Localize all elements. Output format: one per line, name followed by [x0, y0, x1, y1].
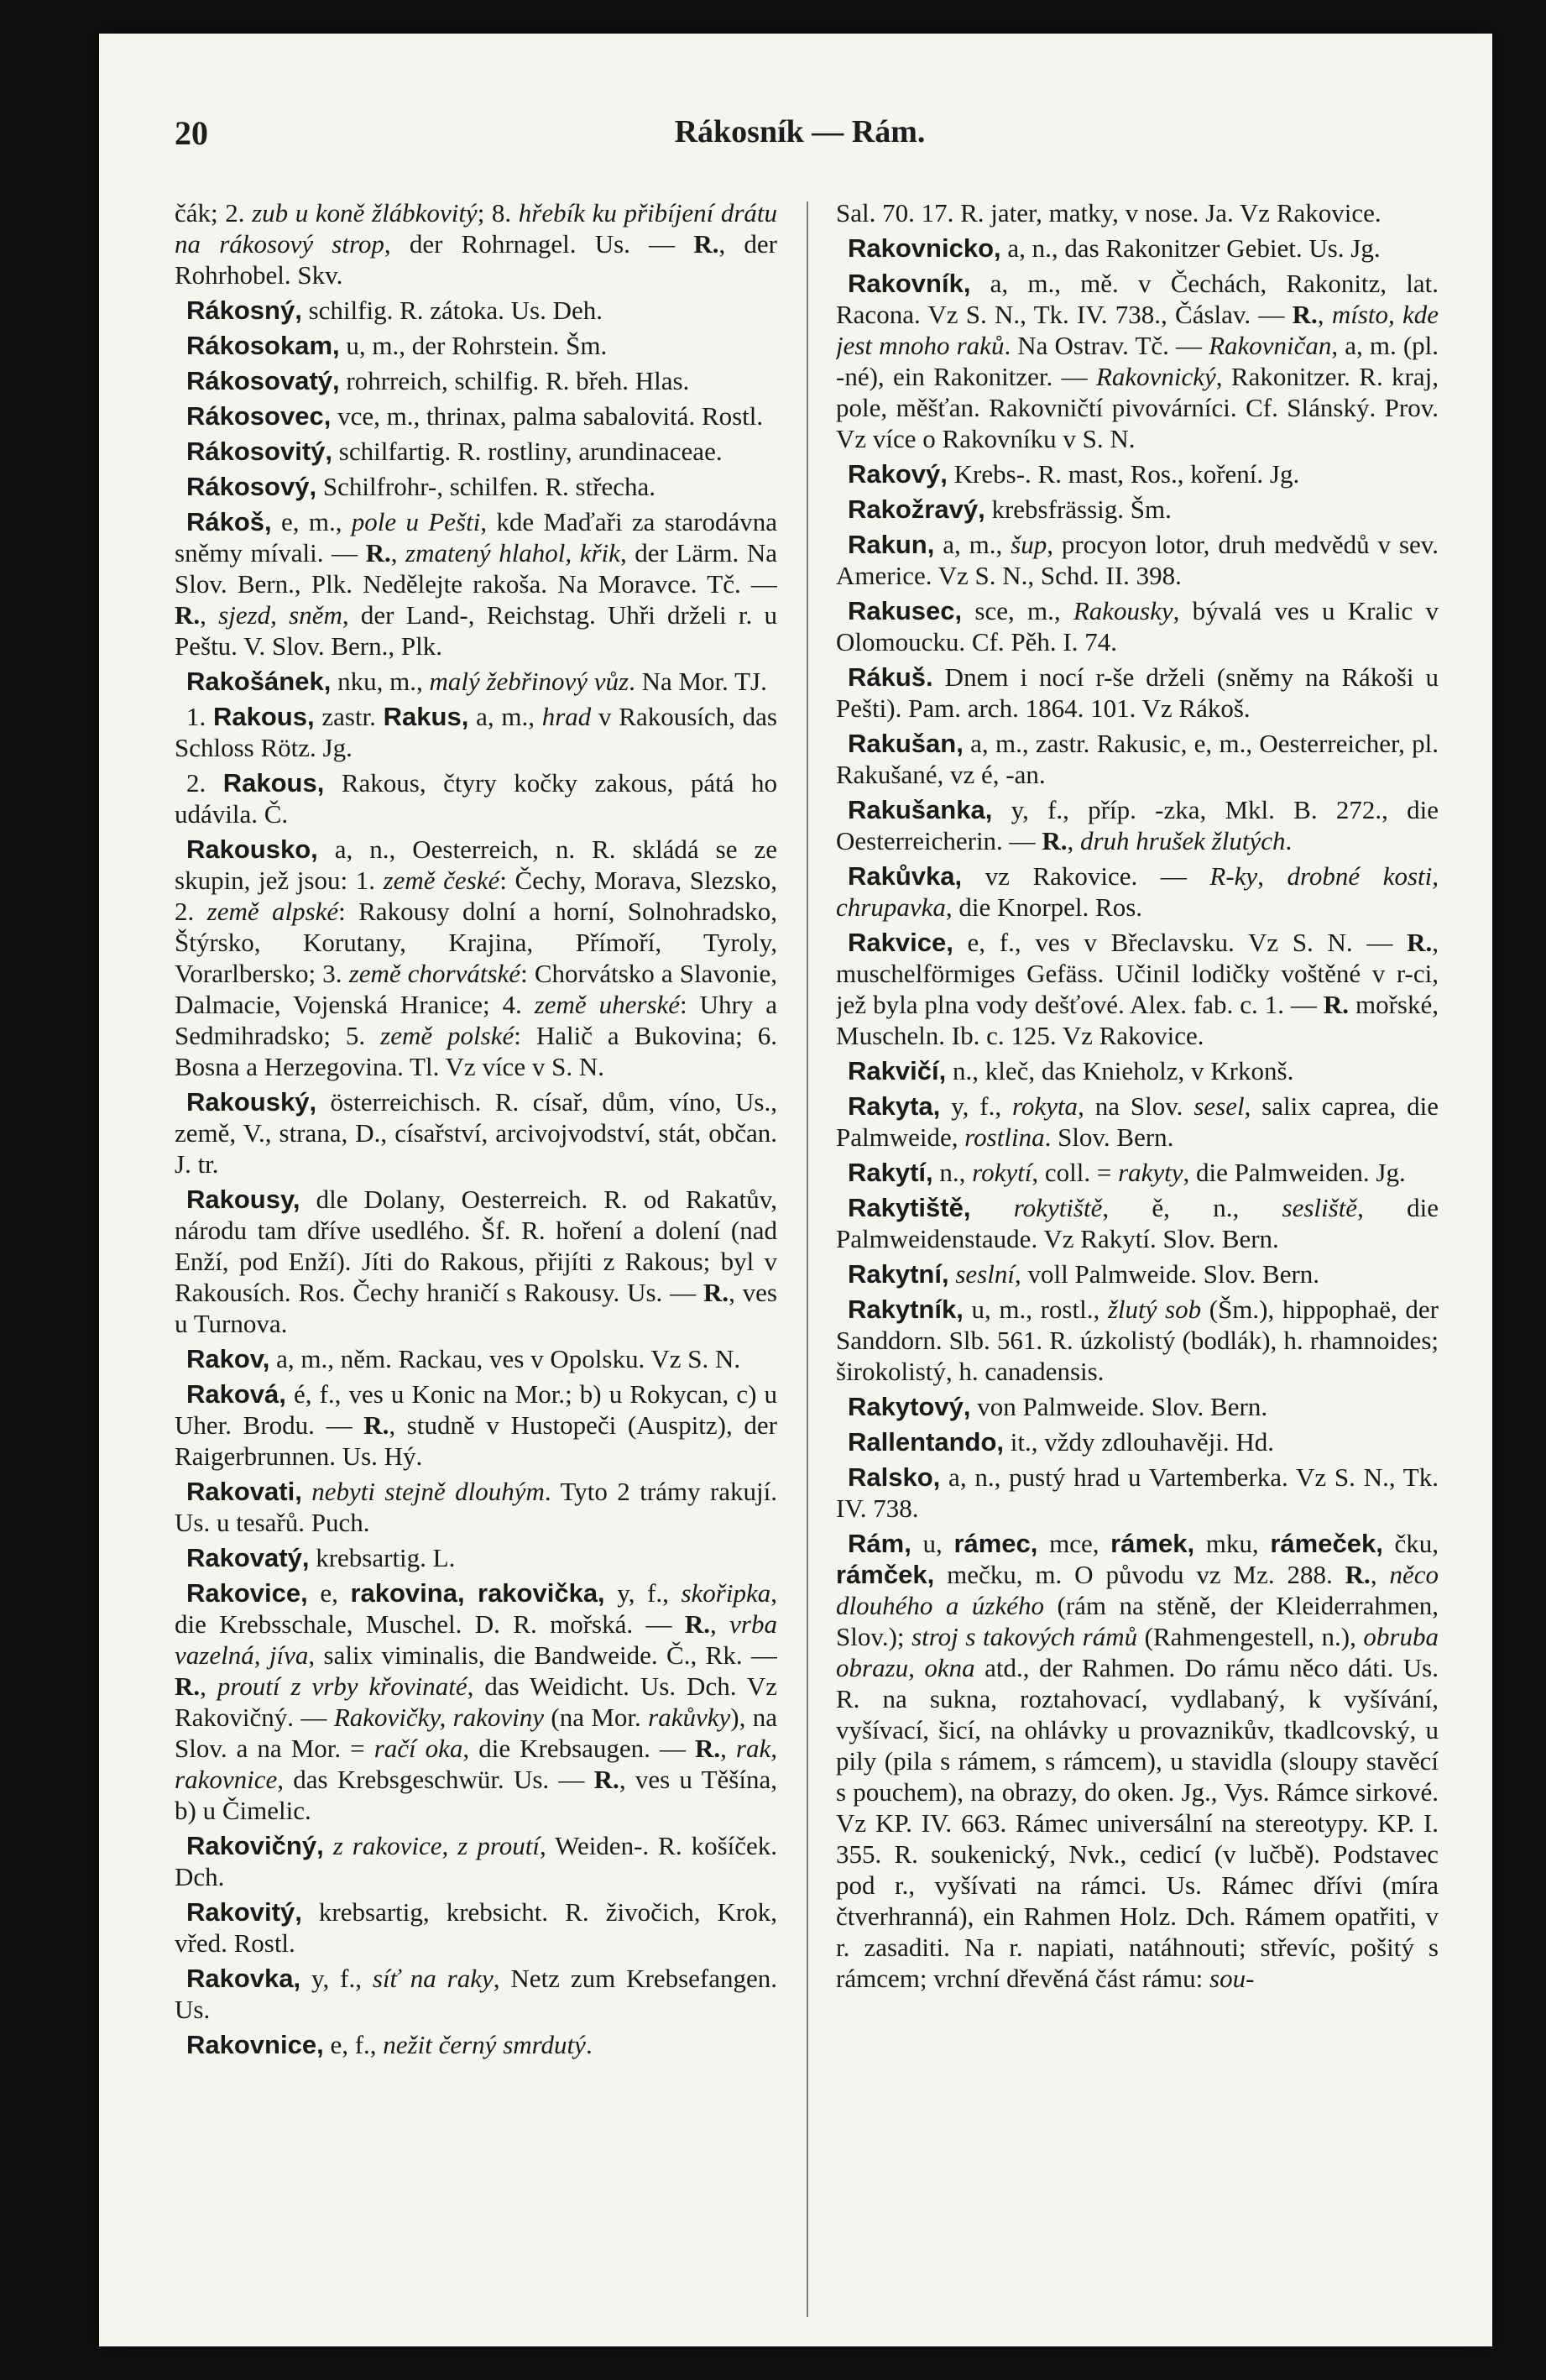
dictionary-entry: [836, 494, 1439, 525]
entry-text: . Slov. Bern.: [1044, 1122, 1174, 1152]
entry-text: e,: [307, 1578, 351, 1608]
entry-text: R.: [1345, 1560, 1371, 1589]
entry-text: 1.: [186, 702, 213, 731]
headword: Rákoš,: [186, 507, 272, 536]
headword: rakovina, rakovička,: [350, 1578, 605, 1608]
entry-text: R.: [1292, 300, 1318, 329]
dictionary-entry: [175, 1830, 777, 1892]
italic-text: něco dlouhého a úzkého: [836, 1560, 1439, 1620]
column-divider: [807, 201, 808, 2317]
entry-text: R.: [593, 1765, 619, 1794]
entry-text: krebsartig. L.: [309, 1543, 456, 1572]
headword: Rakytový,: [848, 1392, 971, 1421]
headword: Rakovati,: [186, 1477, 302, 1506]
entry-text: [970, 1193, 1013, 1222]
entry-text: y, f.,: [300, 1964, 373, 1993]
page-header: [175, 113, 1425, 164]
dictionary-entry: [836, 1426, 1439, 1457]
headword: Rakytiště,: [848, 1193, 971, 1222]
entry-text: a, n., Oesterreich, n. R. skládá se ze skupin, jež jsou: 1.: [175, 834, 777, 895]
entry-text: R.: [175, 1671, 201, 1701]
entry-text: (rám na stěně, der Kleiderrahmen, Slov.);: [836, 1591, 1439, 1651]
headword: Rakovitý,: [186, 1897, 302, 1927]
dictionary-entry: [836, 458, 1439, 489]
dictionary-entry: [836, 1192, 1439, 1254]
entry-text: [302, 1477, 311, 1506]
entry-text: , studně v Hustopeči (Auspitz), der Raigerbrunnen. Us. Hý.: [175, 1410, 777, 1471]
headword: Rakovka,: [186, 1964, 301, 1993]
headword: Rakytí,: [848, 1158, 933, 1187]
entry-text: R.: [1042, 826, 1068, 855]
entry-text: R.: [363, 1410, 389, 1440]
entry-text: y, f.,: [604, 1578, 682, 1608]
entry-text: u,: [911, 1529, 954, 1558]
entry-text: R.: [365, 538, 391, 568]
entry-text: n., kleč, das Knieholz, v Krkonš.: [946, 1056, 1294, 1085]
italic-text: Rakousky: [1073, 596, 1173, 625]
dictionary-entry: [175, 1896, 777, 1959]
dictionary-entry: [836, 1294, 1439, 1387]
entry-text: ,: [1370, 1560, 1390, 1589]
entry-text: é, f., ves u Konic na Mor.; b) u Rokycan, c) u Uher. Brodu. —: [175, 1379, 777, 1440]
entry-text: ,: [710, 1609, 730, 1639]
italic-text: sou-: [1209, 1964, 1255, 1993]
entry-text: y, f., příp. -zka, Mkl. B. 272., die Oesterreicherin. —: [836, 795, 1439, 855]
entry-text: Dnem i nocí r-še drželi (sněmy na Rákoši u Pešti). Pam. arch. 1864. 101. Vz Rákoš.: [836, 662, 1439, 723]
entry-text: vce, m., thrinax, palma sabalovitá. Rostl.: [331, 401, 764, 431]
entry-text: , der Rohrnagel. Us. —: [384, 229, 694, 259]
headword: Rákosovitý,: [186, 437, 333, 466]
italic-text: rakůvky: [648, 1703, 731, 1732]
headword: Rakovník,: [848, 269, 971, 298]
entry-text: . Tyto 2 trámy rakují. Us. u tesařů. Puch.: [175, 1477, 777, 1537]
dictionary-entry: [836, 860, 1439, 923]
entry-text: , Netz zum Krebsefangen. Us.: [175, 1964, 777, 2024]
entry-text: u, m., der Rohrstein. Šm.: [339, 331, 608, 360]
headword: Rákosný,: [186, 296, 302, 325]
entry-text: , ves u Těšína, b) u Čimelic.: [175, 1765, 777, 1825]
dictionary-entry: [836, 1091, 1439, 1153]
entry-text: krebsartig, krebsicht. R. živočich, Krok, vřed. Rostl.: [175, 1897, 777, 1958]
entry-text: .: [1285, 826, 1293, 855]
entry-text: , ves u Turnova.: [175, 1278, 777, 1338]
italic-text: hřebík ku přibíjení drátu na rákosový strop: [175, 201, 777, 259]
entry-text: e, m.,: [271, 507, 352, 536]
entry-text: a, m., zastr. Rakusic, e, m., Oesterreicher, pl. Rakušané, vz é, -an.: [836, 729, 1439, 789]
entry-text: R.: [684, 1609, 711, 1639]
dictionary-entry: [175, 767, 777, 829]
dictionary-entry: [836, 1258, 1439, 1289]
entry-text: österreichisch. R. císař, dům, víno, Us., země, V., strana, D., císařství, arcivojvodství, stát, občan. J. tr.: [175, 1087, 777, 1179]
italic-text: zub u koně žlábkovitý: [252, 201, 478, 228]
entry-text: a, m.,: [934, 530, 1011, 559]
dictionary-entry: [836, 1157, 1439, 1188]
entry-text: it., vždy zdlouhavěji. Hd.: [1004, 1427, 1275, 1457]
dictionary-entry: [836, 1391, 1439, 1422]
italic-text: nežit černý smrdutý: [383, 2030, 586, 2059]
italic-text: obruba obrazu, okna: [836, 1622, 1439, 1682]
headword: Rám,: [848, 1529, 911, 1558]
right-column: [836, 201, 1439, 2317]
entry-text: mečku, m. O původu vz Mz. 288.: [934, 1560, 1345, 1589]
dictionary-entry: [175, 1963, 777, 2025]
headword: Rakovatý,: [186, 1543, 310, 1572]
entry-text: mořské, Muscheln. Ib. c. 125. Vz Rakovice.: [836, 990, 1439, 1050]
dictionary-page: [99, 34, 1492, 2346]
italic-text: země české: [383, 866, 500, 895]
dictionary-entry: [836, 1528, 1439, 1994]
entry-text: . Na Mor. TJ.: [629, 667, 767, 696]
entry-text: krebsfrässig. Šm.: [985, 494, 1172, 524]
entry-text: schilfartig. R. rostliny, arundinaceae.: [332, 437, 723, 466]
headword: Rakytní,: [848, 1259, 949, 1289]
entry-text: čák; 2.: [175, 201, 253, 228]
entry-text: sce, m.,: [962, 596, 1073, 625]
entry-text: y, f.,: [940, 1091, 1013, 1121]
entry-text: , der Lärm. Na Slov. Bern., Plk. Nedělejte rakoša. Na Moravce. Tč. —: [175, 538, 777, 599]
dictionary-entry: [175, 201, 777, 290]
dictionary-entry: [175, 436, 777, 467]
dictionary-entry: [175, 506, 777, 662]
entry-text: , salix viminalis, die Bandweide. Č., Rk. —: [308, 1640, 777, 1670]
entry-text: n.,: [932, 1158, 973, 1187]
entry-text: : Halič a Bukovina; 6. Bosna a Herzegovina. Tl. Vz více v S. N.: [175, 1021, 777, 1081]
dictionary-entry: [175, 1086, 777, 1180]
entry-text: e, f.,: [323, 2030, 384, 2059]
dictionary-entry: [836, 927, 1439, 1051]
italic-text: místo, kde jest mnoho raků: [836, 300, 1439, 360]
entry-text: . Na Ostrav. Tč. —: [1004, 331, 1209, 360]
italic-text: Rakovičky, rakoviny: [333, 1703, 545, 1732]
dictionary-entry: [836, 201, 1439, 228]
italic-text: sjezd, sněm: [218, 600, 342, 630]
entry-text: ,: [390, 538, 406, 568]
entry-text: , die Palmweidenstaude. Vz Rakytí. Slov. Bern.: [836, 1193, 1439, 1253]
entry-text: R.: [693, 229, 719, 259]
entry-text: , die Knorpel. Ros.: [945, 892, 1143, 922]
entry-text: a, n., pustý hrad u Vartemberka. Vz S. N., Tk. IV. 738.: [836, 1462, 1439, 1523]
entry-text: , salix caprea, die Palmweide,: [836, 1091, 1439, 1152]
italic-text: sesel: [1193, 1091, 1245, 1121]
entry-text: ,: [1317, 300, 1332, 329]
entry-text: [324, 1831, 333, 1860]
italic-text: seslní: [955, 1259, 1015, 1289]
entry-text: : Rakousy dolní a horní, Solnohradsko, Štýrsko, Korutany, Krajina, Přímoří, Tyroly, Vorarlbersko; 3.: [175, 897, 777, 988]
entry-text: Rakous, čtyry kočky zakous, pátá ho udávila. Č.: [175, 768, 777, 829]
entry-text: R.: [1407, 928, 1433, 957]
italic-text: země polské: [380, 1021, 514, 1050]
entry-text: ,: [1257, 861, 1287, 891]
dictionary-entry: [175, 834, 777, 1082]
headword: Rakus,: [383, 702, 469, 731]
entry-text: ; 8.: [477, 201, 519, 228]
italic-text: skořipka: [681, 1578, 771, 1608]
entry-text: , der Rohrhobel. Skv.: [175, 229, 777, 290]
headword: Rakous,: [222, 768, 325, 798]
headword: Rakový,: [848, 459, 948, 489]
dictionary-entry: [175, 2029, 777, 2060]
italic-text: druh hrušek žlutých: [1079, 826, 1286, 855]
italic-text: Rakovnický: [1095, 362, 1216, 391]
dictionary-entry: [836, 268, 1439, 454]
headword: Rákosokam,: [186, 331, 340, 360]
entry-text: , ě, n.,: [1102, 1193, 1282, 1222]
entry-text: , kde Maďaři za starodávna sněmy mívali. —: [175, 507, 777, 568]
headword: Rakvice,: [848, 928, 953, 957]
italic-text: šup: [1011, 530, 1047, 559]
italic-text: země uherské: [534, 990, 681, 1019]
entry-text: R.: [702, 1278, 729, 1307]
italic-text: síť na raky: [372, 1964, 494, 1993]
entry-text: von Palmweide. Slov. Bern.: [970, 1392, 1268, 1421]
italic-text: vrba vazelná, jíva: [175, 1609, 777, 1670]
italic-text: žlutý sob: [1107, 1295, 1202, 1324]
headword: Rakun,: [848, 530, 935, 559]
entry-text: , die Krebsschale, Muschel. D. R. mořská. —: [175, 1578, 777, 1639]
dictionary-entry: [175, 1343, 777, 1374]
entry-text: ,: [200, 600, 219, 630]
dictionary-entry: [175, 471, 777, 502]
page-number: 20: [175, 114, 208, 152]
entry-text: v Rakousích, das Schloss Rötz. Jg.: [175, 702, 777, 762]
dictionary-entry: [175, 1476, 777, 1538]
headword: rámček,: [836, 1560, 935, 1589]
entry-text: Krebs-. R. mast, Ros., koření. Jg.: [947, 459, 1300, 489]
italic-text: zmatený hlahol, křik: [405, 538, 620, 568]
entry-text: , procyon lotor, druh medvědů v sev. Americe. Vz S. N., Schd. II. 398.: [836, 530, 1439, 590]
entry-text: (na Mor.: [544, 1703, 649, 1732]
dictionary-entry: [836, 794, 1439, 856]
entry-text: : Uhry a Sedmihradsko; 5.: [175, 990, 777, 1050]
headword: Rakyta,: [848, 1091, 941, 1121]
text-columns: [175, 201, 1459, 2317]
entry-text: , coll. =: [1032, 1158, 1119, 1187]
entry-text: rohrreich, schilfig. R. břeh. Hlas.: [339, 366, 690, 395]
entry-text: , na Slov.: [1078, 1091, 1194, 1121]
headword: Raková,: [186, 1379, 286, 1409]
entry-text: atd., der Rahmen. Do rámu něco dáti. Us. R. na sukna, roztahovací, vydlabaný, k vyšívání, vyšívací, šicí, na ohlávky u provaznikův, tkadlcovský, u pily (pila s rámem, s rámcem), u stavidla (sloupy stavěcí s pouchem), na obrazy, do oken. Jg., Vys. Rámce sirkové. Vz KP. IV. 663. Rámec universální na stereotypy. KP. I. 355. R. soukenický, Nvk., cedicí (v lučbě). Podstavec pod r., vyšívati na rámci. Us. Rámec dřívi (míra čtverhranná), ein Rahmen Holz. Dch. Rámem opatřiti, v r. zasaditi. Na r. napiati, natáhnouti; střevíc, pošitý s rámcem; vrchní dřevěná část rámu:: [836, 1653, 1439, 1993]
italic-text: R-ky: [1209, 861, 1258, 891]
italic-text: země alpské: [206, 897, 339, 926]
entry-text: , bývalá ves u Kralic v Olomoucku. Cf. Pěh. I. 74.: [836, 596, 1439, 656]
headword: Rakous,: [213, 702, 315, 731]
headword: Ralsko,: [848, 1462, 941, 1492]
dictionary-entry: [175, 1378, 777, 1472]
entry-text: schilfig. R. zátoka. Us. Deh.: [301, 296, 603, 325]
italic-text: rak, rakovnice: [175, 1734, 777, 1794]
entry-text: mce,: [1037, 1529, 1111, 1558]
italic-text: Rakovničan: [1209, 331, 1332, 360]
italic-text: hrad: [541, 702, 592, 731]
dictionary-entry: [836, 1055, 1439, 1086]
dictionary-entry: [836, 233, 1439, 264]
entry-text: , Weiden-. R. košíček. Dch.: [175, 1831, 777, 1891]
italic-text: rokytiště: [1013, 1193, 1103, 1222]
headword: Rakousko,: [186, 834, 318, 864]
headword: rámeček,: [1270, 1529, 1383, 1558]
entry-text: , voll Palmweide. Slov. Bern.: [1014, 1259, 1320, 1289]
italic-text: drobné kosti, chrupavka: [836, 861, 1439, 922]
headword: Rákuš.: [848, 662, 933, 692]
entry-text: , der Land-, Reichstag. Uhři drželi r. u Peštu. V. Slov. Bern., Plk.: [175, 600, 777, 661]
entry-text: a, n., das Rakonitzer Gebiet. Us. Jg.: [1000, 233, 1381, 263]
entry-text: a, m.,: [468, 702, 542, 731]
entry-text: ), na Slov. a na Mor. =: [175, 1703, 777, 1763]
headword: Rakytník,: [848, 1295, 964, 1324]
running-head: Rákosník — Rám.: [674, 114, 926, 149]
headword: Rakušan,: [848, 729, 964, 758]
headword: Rákosovatý,: [186, 366, 340, 395]
italic-text: rokyta: [1012, 1091, 1079, 1121]
headword: Rakov,: [186, 1344, 270, 1373]
headword: Rallentando,: [848, 1427, 1005, 1457]
entry-text: a, m., mě. v Čechách, Rakonitz, lat. Racona. Vz S. N., Tk. IV. 738., Čáslav. —: [836, 269, 1439, 329]
entry-text: .: [585, 2030, 593, 2059]
entry-text: , die Krebsaugen. —: [462, 1734, 695, 1763]
headword: Rakožravý,: [848, 494, 985, 524]
entry-text: , das Krebsgeschwür. Us. —: [277, 1765, 594, 1794]
entry-text: (Šm.), hippophaë, der Sanddorn. Slb. 561. R. úzkolistý (bodlák), h. rhamnoides; širokolistý, h. canadensis.: [836, 1295, 1439, 1386]
entry-text: (Rahmengestell, n.),: [1137, 1622, 1364, 1651]
entry-text: vz Rakovice. —: [962, 861, 1210, 891]
italic-text: rokytí: [972, 1158, 1032, 1187]
italic-text: račí oka: [373, 1734, 463, 1763]
headword: Rakusec,: [848, 596, 963, 625]
italic-text: malý žebřinový vůz: [429, 667, 629, 696]
headword: Rakovnicko,: [848, 233, 1001, 263]
italic-text: stroj s takových rámů: [911, 1622, 1138, 1651]
entry-text: : Chorvátsko a Slavonie, Dalmacie, Vojenská Hranice; 4.: [175, 959, 777, 1019]
headword: Rakůvka,: [848, 861, 963, 891]
entry-text: nku, m.,: [331, 667, 430, 696]
dictionary-entry: [836, 529, 1439, 591]
entry-text: mku,: [1194, 1529, 1271, 1558]
italic-text: z rakovice, z proutí: [332, 1831, 540, 1860]
entry-text: R.: [694, 1734, 721, 1763]
italic-text: rakyty: [1118, 1158, 1183, 1187]
entry-text: Schilfrohr-, schilfen. R. střecha.: [316, 472, 656, 501]
dictionary-entry: [175, 330, 777, 361]
entry-text: dle Dolany, Oesterreich. R. od Rakatův, národu tam dříve usedlého. Šf. R. hoření a dolení (nad Enží, pod Enží). Jíti do Rakous, přijíti z Rakous; byl v Rakousích. Ros. Čechy hraničí s Rakousy. Us. —: [175, 1185, 777, 1307]
entry-text: , a, m. (pl. -né), ein Rakonitzer. —: [836, 331, 1439, 391]
headword: Rakovice,: [186, 1578, 308, 1608]
headword: Rakušanka,: [848, 795, 993, 824]
italic-text: sesliště: [1282, 1193, 1358, 1222]
italic-text: pole u Pešti: [351, 507, 481, 536]
italic-text: proutí z vrby křovinaté: [217, 1671, 467, 1701]
headword: Rakvičí,: [848, 1056, 947, 1085]
headword: Rákosovec,: [186, 401, 332, 431]
entry-text: , die Palmweiden. Jg.: [1183, 1158, 1406, 1187]
dictionary-entry: [836, 728, 1439, 790]
italic-text: země chorvátské: [348, 959, 521, 988]
entry-text: , das Weidicht. Us. Dch. Vz Rakovičný. —: [175, 1671, 777, 1732]
entry-text: , muschelförmiges Gefäss. Učinil lodičky voštěné v r-ci, jež byla plna vody dešťové. Alex. fab. c. 1. —: [836, 928, 1439, 1019]
entry-text: a, m., něm. Rackau, ves v Opolsku. Vz S. N.: [269, 1344, 741, 1373]
dictionary-entry: [175, 400, 777, 432]
headword: Rakousy,: [186, 1185, 300, 1214]
dictionary-entry: [836, 662, 1439, 724]
entry-text: : Čechy, Morava, Slezsko, 2.: [175, 866, 777, 926]
dictionary-entry: [175, 666, 777, 697]
dictionary-entry: [175, 365, 777, 396]
dictionary-entry: [836, 595, 1439, 657]
dictionary-entry: [175, 1184, 777, 1339]
entry-text: R.: [175, 600, 201, 630]
left-column: [175, 201, 777, 2317]
headword: Rakouský,: [186, 1087, 317, 1117]
headword: rámek,: [1110, 1529, 1195, 1558]
italic-text: nebyti stejně dlouhým: [311, 1477, 545, 1506]
headword: Rakošánek,: [186, 667, 332, 696]
entry-text: , Rakonitzer. R. kraj, pole, měšťan. Rakovničtí pivovárníci. Cf. Slánský. Prov. Vz více o Rakovníku v S. N.: [836, 362, 1439, 453]
dictionary-entry: [836, 1462, 1439, 1524]
italic-text: rostlina: [964, 1122, 1045, 1152]
entry-text: ,: [720, 1734, 736, 1763]
headword: rámec,: [953, 1529, 1038, 1558]
headword: Rákosový,: [186, 472, 317, 501]
headword: Rakovnice,: [186, 2030, 324, 2059]
dictionary-entry: [175, 1577, 777, 1826]
entry-text: e, f., ves v Břeclavsku. Vz S. N. —: [953, 928, 1408, 957]
entry-text: Sal. 70. 17. R. jater, matky, v nose. Ja. Vz Rakovice.: [836, 201, 1381, 228]
dictionary-entry: [175, 295, 777, 326]
entry-text: zastr.: [314, 702, 384, 731]
headword: Rakovičný,: [186, 1831, 324, 1860]
dictionary-entry: [175, 701, 777, 763]
entry-text: R.: [1323, 990, 1350, 1019]
entry-text: 2.: [186, 768, 223, 798]
dictionary-entry: [175, 1542, 777, 1573]
entry-text: čku,: [1382, 1529, 1439, 1558]
entry-text: ,: [1067, 826, 1080, 855]
entry-text: u, m., rostl.,: [963, 1295, 1108, 1324]
entry-text: ,: [200, 1671, 217, 1701]
